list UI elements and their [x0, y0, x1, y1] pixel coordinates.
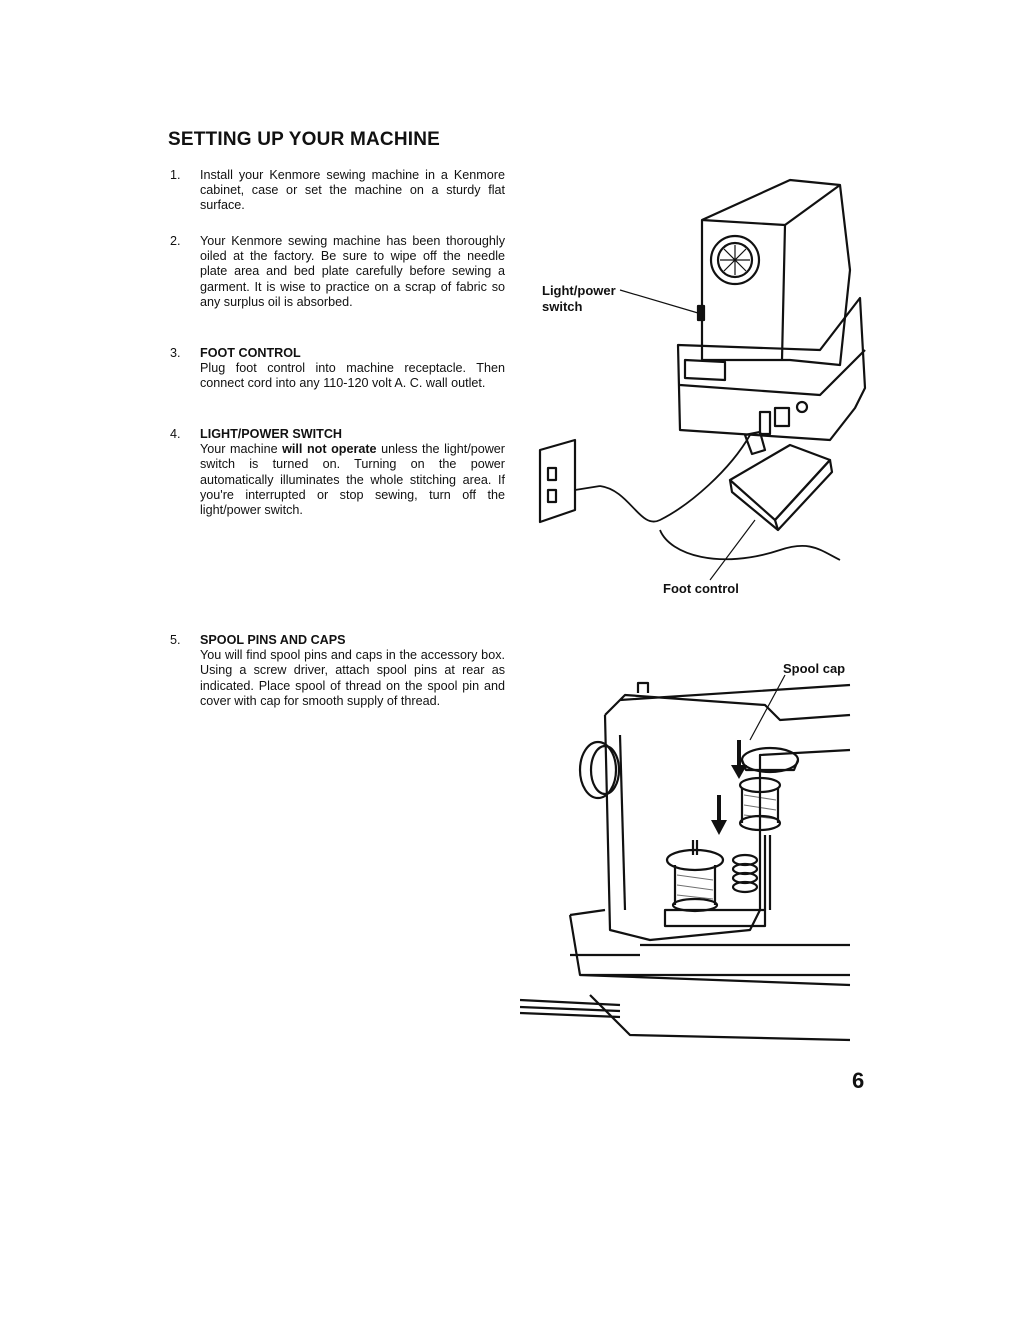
item-text: You will find spool pins and caps in the accessory box. Using a screw driver, attach spool pins at rear as indicated. Place spool of thread on the spool pin and cover with cap for smooth supply of thread.: [200, 648, 505, 708]
item-heading: SPOOL PINS AND CAPS: [200, 633, 346, 647]
instruction-item-5: [170, 633, 505, 709]
label-light-power-switch-line1: Light/power: [542, 283, 616, 298]
instruction-item-1: [170, 168, 505, 214]
label-spool-cap: Spool cap: [783, 661, 846, 676]
figure-spool-pins: [520, 655, 860, 1055]
item-text: Your Kenmore sewing machine has been thoroughly oiled at the factory. Be sure to wipe off the needle plate area and bed plate carefully before sewing a garment. It is wise to practice on a scrap of fabric so any surplus oil is absorbed.: [200, 234, 505, 309]
item-number: 3.: [170, 346, 181, 360]
spool-pin-illustration: [520, 655, 860, 1055]
item-text: unless the light/power switch is turned on. Turning on the power automatically illuminates the whole stitching area. If you're interrupted or stop sewing, turn off the light/power switch.: [200, 442, 506, 518]
item-text-emphasis: will not operate: [282, 442, 377, 457]
label-light-power-switch-line2: switch: [542, 299, 583, 314]
sewing-machine-rear-illustration: [520, 150, 880, 600]
item-text: Install your Kenmore sewing machine in a Kenmore cabinet, case or set the machine on a sturdy flat surface.: [200, 168, 505, 213]
page-number: 6: [852, 1068, 865, 1093]
item-text: Plug foot control into machine receptacle. Then connect cord into any 110-120 volt A. C. wall outlet.: [200, 361, 505, 391]
item-number: 1.: [170, 168, 181, 182]
instruction-item-2: [170, 234, 505, 310]
item-heading: LIGHT/POWER SWITCH: [200, 427, 343, 441]
label-foot-control: Foot control: [663, 581, 739, 596]
item-number: 4.: [170, 427, 181, 441]
item-heading: FOOT CONTROL: [200, 346, 301, 360]
figure-machine-rear: [520, 150, 880, 600]
item-number: 2.: [170, 234, 181, 248]
instruction-item-3: [170, 346, 505, 392]
instruction-item-4: [170, 427, 505, 518]
section-title: SETTING UP YOUR MACHINE: [168, 129, 441, 150]
item-text: Your machine: [200, 442, 283, 457]
item-number: 5.: [170, 633, 181, 647]
